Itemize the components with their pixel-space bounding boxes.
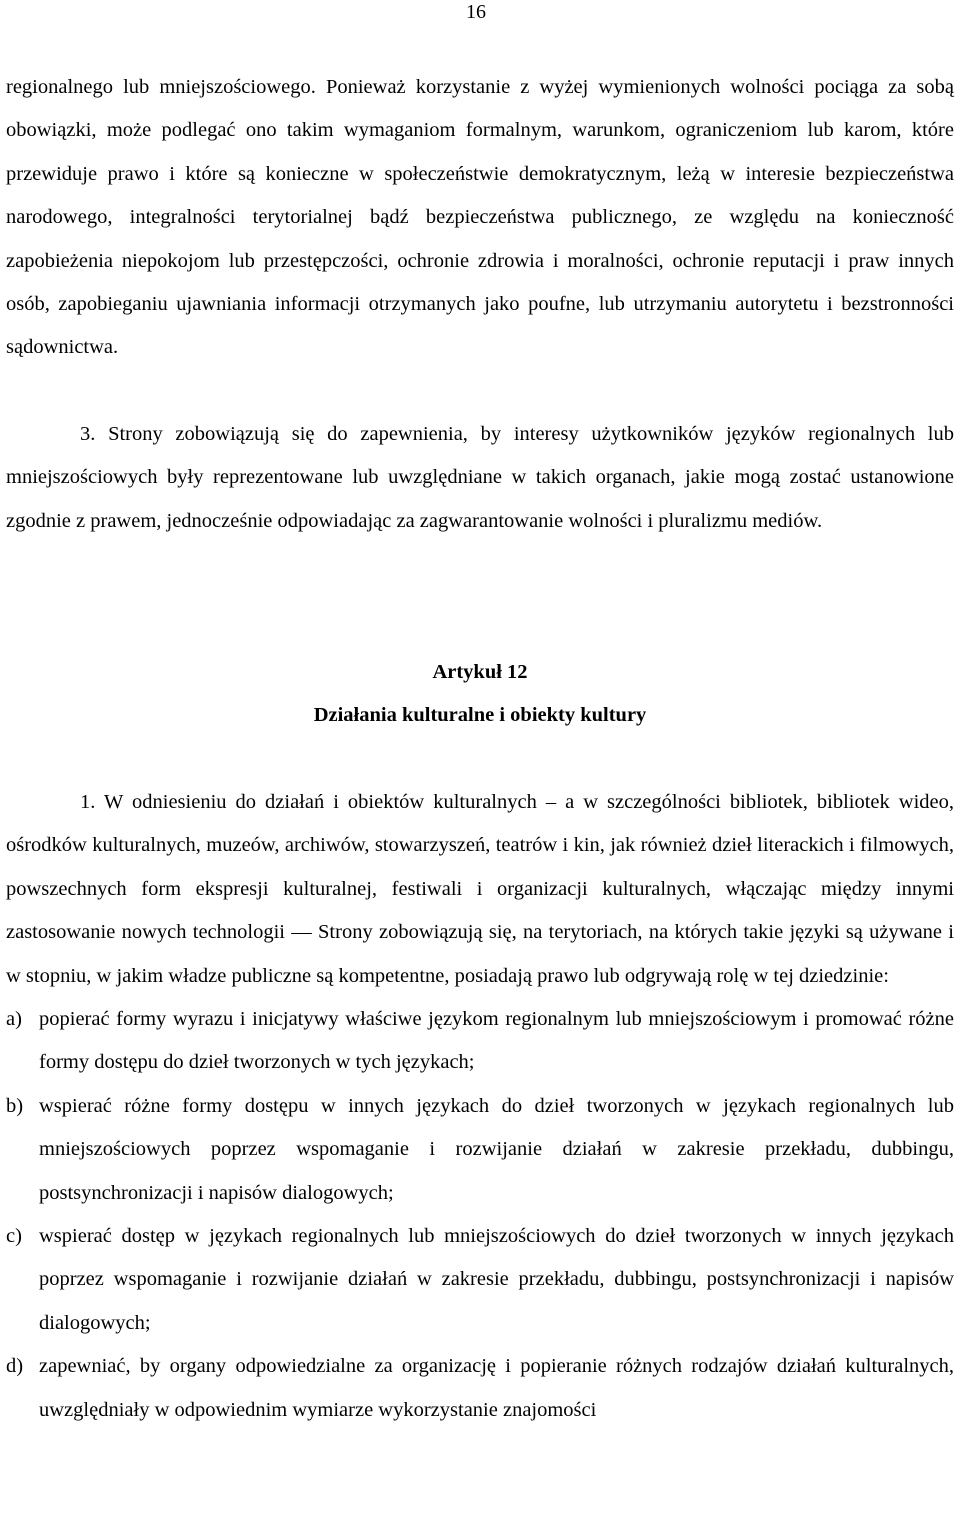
paragraph-point-3: 3. Strony zobowiązują się do zapewnienia, by interesy użytkowników języków regionalnych lub mniejszościowych były reprezentowane lub uwzględniane w takich organach, jakie mogą zostać ustanowione zgodnie z prawem, jednocześnie odpowiadając za zagwarantowanie wolności i pluralizmu mediów. bbox=[6, 422, 954, 532]
paragraph-point-1: 1. W odniesieniu do działań i obiektów kulturalnych – a w szczególności bibliotek, bibliotek wideo, ośrodków kulturalnych, muzeów, archiwów, stowarzyszeń, teatrów i kin, jak również dzieł literackich i filmowych, powszechnych form ekspresji kulturalnej, festiwali i organizacji kulturalnych, włączając między innymi zastosowanie nowych technologii — Strony zobowiązują się, na terytoriach, na których takie języki są używane i w stopniu, w jakim władze publiczne są kompetentne, posiadają prawo lub odgrywają rolę w tej dziedzinie: bbox=[6, 790, 954, 987]
list-item-text: popierać formy wyrazu i inicjatywy właściwe językom regionalnym lub mniejszościowym i promować różne formy dostępu do dzieł tworzonych w tych językach; bbox=[39, 1007, 954, 1074]
article-number: Artykuł 12 bbox=[432, 661, 528, 684]
page-number: 16 bbox=[466, 1, 486, 23]
list-item-text: wspierać różne formy dostępu w innych językach do dzieł tworzonych w językach regionalnych lub mniejszościowych poprzez wspomaganie i rozwijanie działań w zakresie przekładu, dubbingu, postsynchronizacji i napisów dialogowych; bbox=[39, 1094, 954, 1204]
paragraph-continuation: regionalnego lub mniejszościowego. Ponieważ korzystanie z wyżej wymienionych wolności pociąga za sobą obowiązki, może podlegać ono takim wymaganiom formalnym, warunkom, ograniczeniom lub karom, które przewiduje prawo i które są konieczne w społeczeństwie demokratycznym, leżą w interesie bezpieczeństwa narodowego, integralności terytorialnej bądź bezpieczeństwa publicznego, ze względu na konieczność zapobieżenia niepokojom lub przestępczości, ochronie zdrowia i moralności, ochronie reputacji i praw innych osób, zapobieganiu ujawniania informacji otrzymanych jako poufne, lub utrzymaniu autorytetu i bezstronności sądownictwa. bbox=[6, 76, 954, 359]
list-item-text: zapewniać, by organy odpowiedzialne za organizację i popieranie różnych rodzajów działań kulturalnych, uwzględniały w odpowiednim wymiarze wykorzystanie znajomości bbox=[39, 1355, 954, 1421]
list-item bbox=[6, 1345, 954, 1432]
list-item-marker: b) bbox=[6, 1094, 24, 1117]
list-item-marker: c) bbox=[6, 1224, 22, 1247]
list-item bbox=[6, 1085, 954, 1215]
list-item-marker: d) bbox=[6, 1355, 24, 1378]
article-heading bbox=[6, 651, 954, 738]
list-item bbox=[6, 1215, 954, 1345]
list-item bbox=[6, 998, 954, 1085]
list-item-marker: a) bbox=[6, 1007, 22, 1030]
obligations-list bbox=[6, 998, 954, 1432]
article-title: Działania kulturalne i obiekty kultury bbox=[313, 704, 647, 727]
list-item-text: wspierać dostęp w językach regionalnych lub mniejszościowych do dzieł tworzonych w innych językach poprzez wspomaganie i rozwijanie działań w zakresie przekładu, dubbingu, postsynchronizacji i napisów dialogowych; bbox=[39, 1224, 954, 1334]
document-body bbox=[6, 66, 954, 1432]
